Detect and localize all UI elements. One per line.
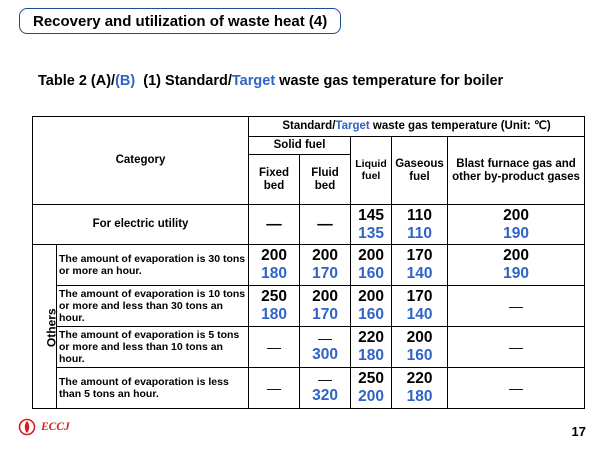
caption-suffix: waste gas temperature for boiler bbox=[275, 73, 504, 89]
target-value: 170 bbox=[312, 265, 338, 282]
value-cell bbox=[300, 286, 351, 327]
standard-value: 250 bbox=[358, 370, 384, 388]
standard-value: 145 bbox=[358, 206, 384, 224]
caption-b: (B) bbox=[115, 73, 136, 89]
caption-mid: (1) Standard/ bbox=[135, 73, 232, 89]
standard-value: 220 bbox=[406, 370, 433, 388]
standard-value: — bbox=[267, 338, 282, 355]
standard-value: 200 bbox=[261, 247, 287, 265]
target-value: 200 bbox=[358, 388, 384, 405]
main-header bbox=[249, 117, 585, 137]
target-value: 140 bbox=[406, 265, 433, 282]
standard-value: 220 bbox=[358, 329, 384, 347]
col-blast-furnace-gas: Blast furnace gas and other by-product gases bbox=[448, 137, 585, 205]
value-cell bbox=[448, 245, 585, 286]
value-cell bbox=[249, 205, 300, 245]
col-gaseous-fuel: Gaseous fuel bbox=[392, 137, 448, 205]
value-cell bbox=[300, 205, 351, 245]
value-cell bbox=[300, 327, 351, 368]
others-label: Others bbox=[44, 307, 59, 347]
target-value: 160 bbox=[406, 347, 433, 364]
value-cell bbox=[351, 286, 392, 327]
main-header-standard: Standard/ bbox=[282, 120, 336, 133]
target-value: 300 bbox=[312, 346, 338, 364]
target-value: 140 bbox=[406, 306, 433, 323]
logo-text: ECCJ bbox=[41, 421, 70, 433]
standard-value: 200 bbox=[503, 247, 529, 265]
solid-fuel-header: Solid fuel bbox=[249, 137, 351, 155]
standard-value: — bbox=[509, 338, 524, 355]
row-label: The amount of evaporation is 10 tons or more and less than 30 tons an hour. bbox=[57, 286, 249, 327]
main-header-target: Target bbox=[335, 120, 370, 133]
value-cell bbox=[300, 245, 351, 286]
standard-value: — bbox=[318, 371, 333, 388]
table-row bbox=[33, 286, 585, 327]
row-label: For electric utility bbox=[33, 205, 249, 245]
target-value: 180 bbox=[358, 347, 384, 364]
eccj-emblem-icon bbox=[18, 418, 36, 436]
value-cell bbox=[300, 368, 351, 409]
target-value: 160 bbox=[358, 306, 384, 323]
row-label: The amount of evaporation is less than 5 tons an hour. bbox=[57, 368, 249, 409]
col-fluid-bed: Fluid bed bbox=[300, 155, 351, 205]
value-cell bbox=[351, 327, 392, 368]
caption-prefix: Table 2 (A)/ bbox=[38, 73, 116, 89]
value-cell bbox=[448, 368, 585, 409]
value-cell bbox=[392, 245, 448, 286]
eccj-logo bbox=[18, 418, 70, 436]
target-value: 170 bbox=[312, 306, 338, 323]
standard-value: 200 bbox=[312, 288, 338, 306]
standard-value: 200 bbox=[406, 329, 433, 347]
value-cell bbox=[249, 368, 300, 409]
value-cell bbox=[448, 286, 585, 327]
target-value: 180 bbox=[261, 265, 287, 282]
target-value: 180 bbox=[261, 306, 287, 323]
value-cell bbox=[351, 368, 392, 409]
target-value: 160 bbox=[358, 265, 384, 282]
value-cell bbox=[351, 205, 392, 245]
page-number: 17 bbox=[571, 424, 586, 439]
table-row bbox=[33, 245, 585, 286]
value-cell bbox=[249, 286, 300, 327]
target-value: 135 bbox=[358, 224, 384, 242]
slide-title bbox=[19, 8, 341, 34]
value-cell bbox=[392, 205, 448, 245]
others-label-cell bbox=[33, 245, 57, 409]
row-label: The amount of evaporation is 5 tons or more and less than 10 tons an hour. bbox=[57, 327, 249, 368]
standard-value: — bbox=[509, 297, 524, 314]
standard-value: — bbox=[267, 379, 282, 396]
standard-value: 250 bbox=[261, 288, 287, 306]
slide-title-text: Recovery and utilization of waste heat (4) bbox=[33, 12, 328, 30]
standard-value: — bbox=[317, 215, 333, 233]
target-value: 180 bbox=[406, 388, 433, 405]
value-cell bbox=[351, 245, 392, 286]
value-cell bbox=[392, 368, 448, 409]
standard-value: 200 bbox=[503, 206, 529, 224]
standard-value: 170 bbox=[406, 288, 433, 306]
value-cell bbox=[392, 286, 448, 327]
standard-value: — bbox=[266, 215, 282, 233]
value-cell bbox=[392, 327, 448, 368]
target-value: 320 bbox=[312, 387, 338, 405]
value-cell bbox=[448, 327, 585, 368]
target-value: 190 bbox=[503, 224, 529, 242]
col-fixed-bed: Fixed bed bbox=[249, 155, 300, 205]
table-row bbox=[33, 368, 585, 409]
table-row bbox=[33, 327, 585, 368]
main-header-rest: waste gas temperature (Unit: ℃) bbox=[369, 120, 551, 133]
standard-value: 170 bbox=[406, 247, 433, 265]
temperature-table bbox=[32, 116, 585, 409]
col-liquid-fuel: Liquid fuel bbox=[351, 137, 392, 205]
standard-value: — bbox=[318, 330, 333, 347]
standard-value: — bbox=[509, 379, 524, 396]
target-value: 190 bbox=[503, 265, 529, 282]
row-label: The amount of evaporation is 30 tons or more an hour. bbox=[57, 245, 249, 286]
caption-target: Target bbox=[231, 73, 276, 89]
table-caption bbox=[38, 73, 503, 89]
standard-value: 200 bbox=[358, 247, 384, 265]
value-cell bbox=[448, 205, 585, 245]
standard-value: 200 bbox=[312, 247, 338, 265]
value-cell bbox=[249, 327, 300, 368]
table-row bbox=[33, 205, 585, 245]
category-header: Category bbox=[33, 117, 249, 205]
value-cell bbox=[249, 245, 300, 286]
standard-value: 110 bbox=[407, 206, 433, 224]
standard-value: 200 bbox=[358, 288, 384, 306]
target-value: 110 bbox=[407, 224, 433, 242]
